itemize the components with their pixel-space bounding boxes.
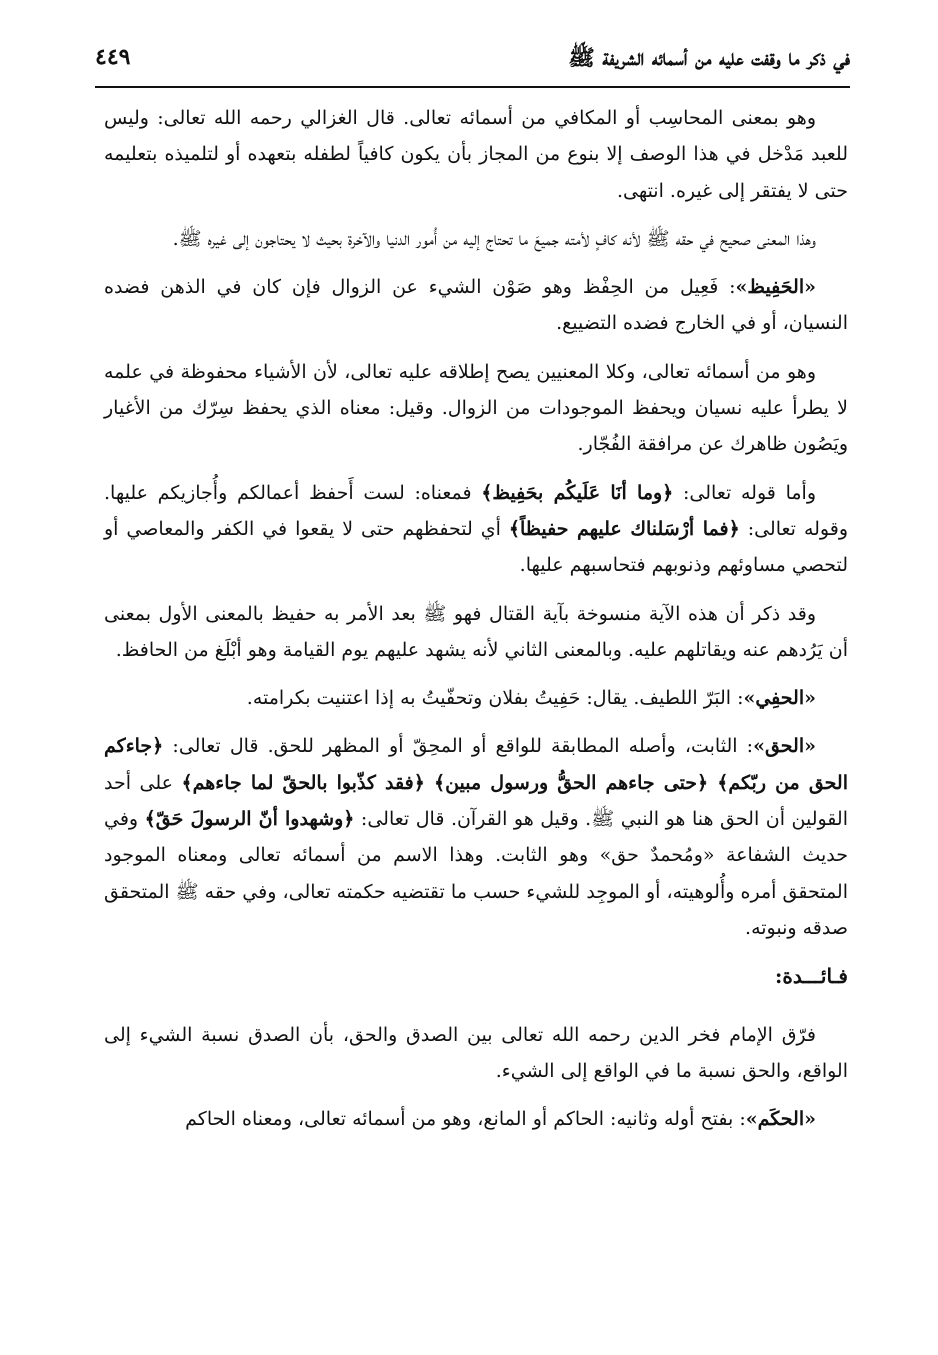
paragraph-group xyxy=(104,1017,848,1138)
text-run: : الثابت، وأصله المطابقة للواقع أو المحِقّ أو المظهر للحق. قال تعالى: xyxy=(163,735,754,758)
text-run: وهذا المعنى صحيح في حقه ﷺ لأنه كافٍ لأمته جميعَ ما تحتاج إليه من أُمور الدنيا والآخرة بحيث لا يحتاجون إلى غيره ﷺ. xyxy=(172,227,816,250)
page-body xyxy=(104,100,848,1149)
paragraph-p10 xyxy=(104,1101,848,1137)
text-run: وهو من أسمائه تعالى، وكلا المعنيين يصح إطلاقه عليه تعالى، لأن الأشياء محفوظة في علمه لا يطرأ عليه نسيان ويحفظ الموجودات من الزوال. وقيل: معناه الذي يحفظ سِرّك من الأغيار ويَصُون ظاهرك عن مرافقة الفُجّار. xyxy=(104,360,848,456)
paragraph-p6 xyxy=(104,596,848,669)
paragraph-p8 xyxy=(104,728,848,946)
page-number: ٤٤٩ xyxy=(95,44,131,70)
text-run: أي لتحفظهم حتى لا يقعوا في الكفر والمعاصي أو لتحصي مساوئهم وذنوبهم فتحاسبهم عليها. xyxy=(104,517,848,577)
paragraph-p3 xyxy=(104,269,848,342)
text-run: فمعناه: لست أَحفظ أعمالكم وأُجازيكم عليها. وقوله تعالى: xyxy=(104,481,848,540)
paragraph-p1 xyxy=(104,100,848,209)
paragraph-p2 xyxy=(104,221,848,257)
paragraph-p4 xyxy=(104,354,848,463)
paragraph-p9 xyxy=(104,1017,848,1090)
paragraph-p5 xyxy=(104,475,848,584)
paragraph-p7 xyxy=(104,680,848,716)
bold-text: ﴿وما أنَا عَلَيكُم بحَفِيظ﴾ xyxy=(481,481,674,504)
text-run: فرّق الإمام فخر الدين رحمه الله تعالى بين الصدق والحق، بأن الصدق نسبة الشيء إلى الواقع، والحق نسبة ما في الواقع إلى الشيء. xyxy=(104,1023,848,1082)
bold-text: ﴿وشهدوا أنّ الرسولَ حَقّ﴾ xyxy=(144,808,355,831)
bold-text: «الحق» xyxy=(753,735,816,758)
bold-text: «الحفِي» xyxy=(743,687,816,710)
text-run: : بفتح أوله وثانيه: الحاكم أو المانع، وهو من أسمائه تعالى، ومعناه الحاكم xyxy=(185,1108,746,1131)
text-run: وفي حديث الشفاعة «ومُحمدٌ حق» وهو الثابت. وهذا الاسم من أسمائه تعالى ومعناه الموجود المتحقق أمره وأُلوهيته، أو الموجِد للشيء حسب ما تقتضيه حكمته تعالى، وفي حقه ﷺ المتحقق صدقه ونبوته. xyxy=(104,808,848,939)
text-run: على أحد القولين أن الحق هنا هو النبي ﷺ. وقيل هو القرآن. قال تعالى: xyxy=(104,771,848,831)
running-header xyxy=(95,38,850,88)
text-run: وقد ذكر أن هذه الآية منسوخة بآية القتال فهو ﷺ بعد الأمر به حفيظ بالمعنى الأول بمعنى أن يَرُدهم عنه ويقاتلهم عليه. وبالمعنى الثاني لأنه يشهد عليهم يوم القيامة وهو أبْلَغ من الحافظ. xyxy=(104,602,848,661)
text-run: وأما قوله تعالى: xyxy=(673,481,816,504)
paragraph-group xyxy=(104,100,848,946)
text-run: : البَرّ اللطيف. يقال: حَفِيتُ بفلان وتحفّيتُ به إذا اعتنيت بكرامته. xyxy=(246,687,744,710)
bold-text: «الحَفِيظ» xyxy=(735,276,816,299)
text-run: وهو بمعنى المحاسِب أو المكافي من أسمائه تعالى. قال الغزالي رحمه الله تعالى: وليس للعبد مَدْخل في هذا الوصف إلا بنوع من المجاز بأن يكون كافياً لطفله بتعهده أو لتلميذه بتعليمه حتى لا يفتقر إلى غيره. انتهى. xyxy=(104,107,848,202)
bold-text: ﴿جاءكم الحق من ربّكم﴾ ﴿حتى جاءهم الحقُّ ورسول مبين﴾ ﴿فقد كذّبوا بالحقّ لما جاءهم﴾ xyxy=(104,735,849,794)
section-heading: فـائـــدة: xyxy=(774,964,848,989)
bold-text: «الحكَم» xyxy=(745,1108,816,1131)
bold-text: ﴿فما أرْسَلناك عليهم حفيظاً﴾ xyxy=(508,517,740,540)
header-rule xyxy=(95,86,850,88)
header-title: في ذكر ما وقفت عليه من أسمائه الشريفة ﷺ xyxy=(568,45,850,71)
text-run: : فَعِيل من الحِفْظ وهو صَوْن الشيء عن الزوال فإن كان في الذهن فضده النسيان، أو في الخارج فضده التضييع. xyxy=(104,276,848,335)
